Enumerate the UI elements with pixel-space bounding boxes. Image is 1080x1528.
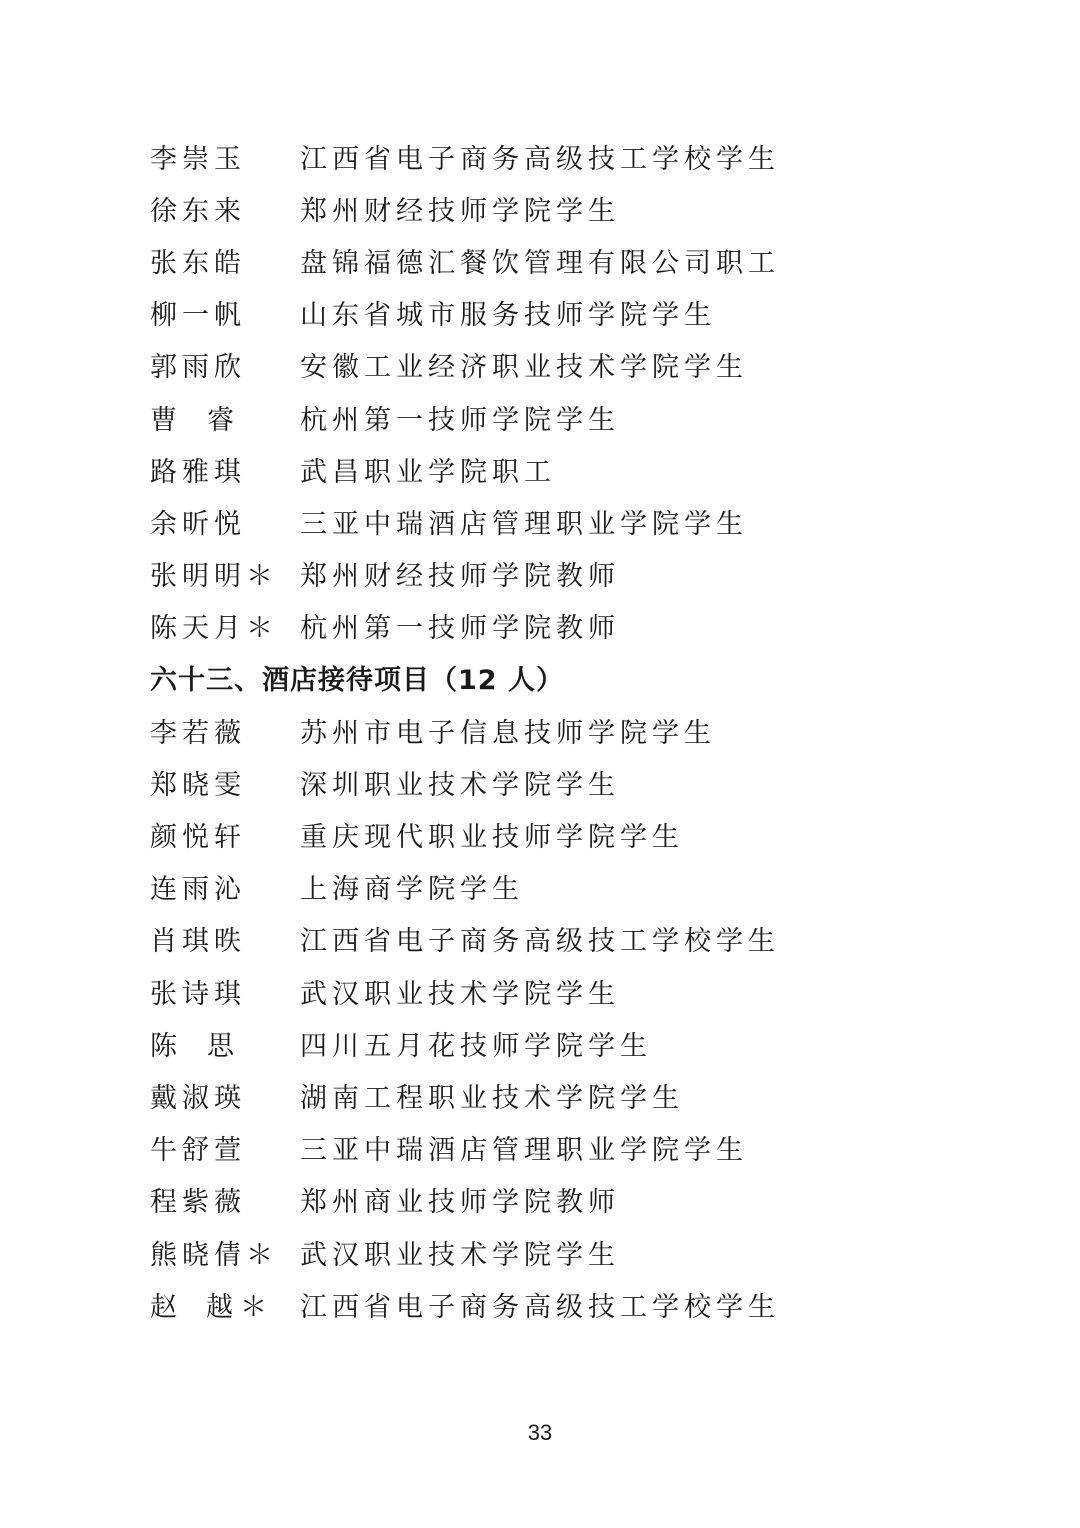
list-item [150, 234, 950, 286]
person-name: 程紫薇 [150, 1187, 246, 1219]
person-name: 戴淑瑛 [150, 1082, 246, 1114]
person-organization: 武汉职业技术学院学生 [300, 1239, 620, 1271]
list-item [150, 808, 950, 860]
list-item [150, 1122, 950, 1174]
list-item [150, 965, 950, 1017]
person-organization: 湖南工程职业技术学院学生 [300, 1082, 684, 1114]
list-item [150, 391, 950, 443]
person-organization: 四川五月花技师学院学生 [300, 1030, 652, 1062]
person-organization: 江西省电子商务高级技工学校学生 [300, 143, 780, 175]
person-name: 牛舒萱 [150, 1135, 246, 1167]
person-name: 张东皓 [150, 247, 246, 279]
person-organization: 盘锦福德汇餐饮管理有限公司职工 [300, 247, 780, 279]
name-character: 思 [207, 1030, 234, 1062]
name-character: 陈 [150, 1030, 177, 1062]
person-organization: 三亚中瑞酒店管理职业学院学生 [300, 1135, 748, 1167]
section-heading: 六十三、酒店接待项目（12 人） [150, 665, 564, 697]
list-item [150, 1069, 950, 1121]
list-item [150, 130, 950, 182]
person-organization: 江西省电子商务高级技工学校学生 [300, 1291, 780, 1323]
person-organization: 杭州第一技师学院学生 [300, 404, 620, 436]
list-item [150, 443, 950, 495]
list-item [150, 1017, 950, 1069]
roster-list [150, 130, 950, 1330]
person-organization: 重庆现代职业技师学院学生 [300, 822, 684, 854]
person-organization: 郑州财经技师学院学生 [300, 195, 620, 227]
person-name: 颜悦轩 [150, 822, 246, 854]
list-item [150, 287, 950, 339]
list-item [150, 1226, 950, 1278]
person-organization: 郑州财经技师学院教师 [300, 561, 620, 593]
person-name: 李若薇 [150, 717, 246, 749]
list-item [150, 600, 950, 652]
person-name [150, 1024, 234, 1063]
person-name: 郑晓雯 [150, 769, 246, 801]
list-item [150, 1278, 950, 1330]
name-character: 越 [206, 1291, 233, 1323]
person-name: 郭雨欣 [150, 352, 246, 384]
person-name: 肖琪昳 [150, 926, 246, 958]
person-name: 李崇玉 [150, 143, 246, 175]
person-name: 熊晓倩＊ [150, 1239, 278, 1271]
list-item [150, 1174, 950, 1226]
person-name: 徐东来 [150, 195, 246, 227]
person-organization: 三亚中瑞酒店管理职业学院学生 [300, 508, 748, 540]
name-character: 曹 [150, 404, 177, 436]
list-item [150, 704, 950, 756]
list-item [150, 913, 950, 965]
person-organization: 深圳职业技术学院学生 [300, 769, 620, 801]
name-character: 睿 [207, 404, 234, 436]
person-organization: 杭州第一技师学院教师 [300, 613, 620, 645]
person-organization: 上海商学院学生 [300, 874, 524, 906]
person-organization: 江西省电子商务高级技工学校学生 [300, 926, 780, 958]
person-name: 路雅琪 [150, 456, 246, 488]
page-number: 33 [527, 1420, 553, 1445]
person-organization: 武汉职业技术学院学生 [300, 978, 620, 1010]
person-name: 陈天月＊ [150, 613, 278, 645]
person-organization: 苏州市电子信息技师学院学生 [300, 717, 716, 749]
list-item [150, 756, 950, 808]
list-item [150, 182, 950, 234]
person-organization: 武昌职业学院职工 [300, 456, 556, 488]
person-name: 张诗琪 [150, 978, 246, 1010]
person-name: 余昕悦 [150, 508, 246, 540]
list-item [150, 495, 950, 547]
person-organization: 郑州商业技师学院教师 [300, 1187, 620, 1219]
person-organization: 安徽工业经济职业技术学院学生 [300, 352, 748, 384]
person-name: 连雨沁 [150, 874, 246, 906]
person-name: 张明明＊ [150, 561, 278, 593]
name-character: 赵 [150, 1291, 177, 1323]
list-item [150, 339, 950, 391]
person-name: 柳一帆 [150, 300, 246, 332]
person-name [150, 1285, 300, 1324]
person-name [150, 398, 234, 437]
list-item [150, 861, 950, 913]
person-organization: 山东省城市服务技师学院学生 [300, 300, 716, 332]
list-item [150, 548, 950, 600]
name-marker: ＊ [240, 1291, 267, 1323]
